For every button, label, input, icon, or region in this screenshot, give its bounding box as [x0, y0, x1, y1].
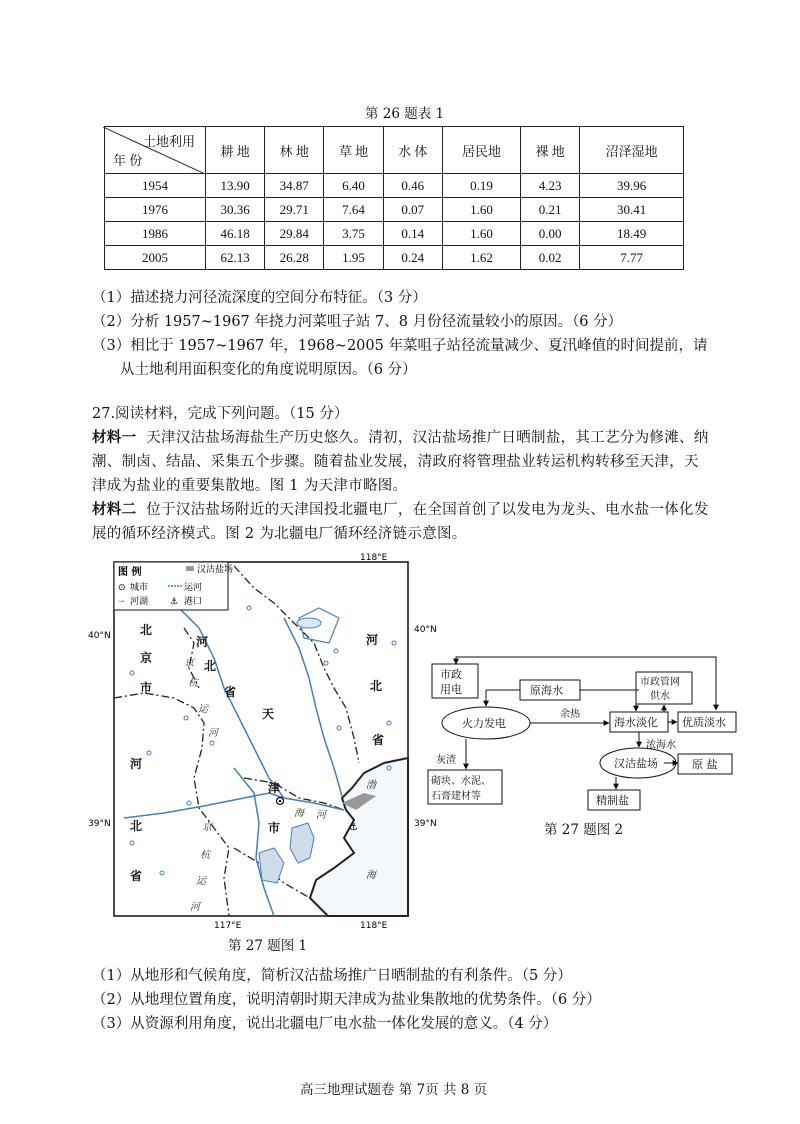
table-header-cell: 裸 地: [521, 127, 580, 174]
q27-title: 27.阅读材料，完成下列问题。（15 分）: [92, 406, 349, 422]
svg-text:省: 省: [130, 869, 143, 883]
corner-top-label: 土地利用: [142, 134, 195, 149]
svg-text:原 盐: 原 盐: [692, 758, 718, 771]
material-2-text: 位于汉沽盐场附近的天津国投北疆电厂，在全国首创了以发电为龙头、电水盐一体化发展的循环经济模式。图 2 为北疆电厂循环经济链示意图。: [92, 502, 709, 542]
table-cell: 62.13: [206, 246, 265, 270]
tianjin-map: [84, 548, 444, 948]
legend-saltfield-label: 汉沽盐场: [197, 565, 234, 575]
material-1-text: 天津汉沽盐场海盐生产历史悠久。清初，汉沽盐场推广日晒制盐，其工艺分为修滩、纳潮、制卤、结晶、采集五个步骤。随着盐业发展，清政府将管理盐业转运机构转移至天津，天津成为盐业的重要集散地。图 1 为天津市略图。: [92, 430, 709, 494]
table-cell: 3.75: [324, 222, 383, 246]
label-canal-n: 京: [184, 658, 194, 669]
table-cell: 1954: [105, 174, 206, 198]
lat-39-right: 39°N: [414, 819, 437, 829]
q27-item-1: （1）从地形和气候角度，简析汉沽盐场推广日晒制盐的有利条件。（5 分）: [92, 968, 572, 984]
label-bohai: 渤: [366, 780, 376, 791]
svg-text:海水淡化: 海水淡化: [614, 716, 658, 729]
svg-text:火力发电: 火力发电: [462, 717, 506, 730]
table-header-cell: 林 地: [265, 127, 324, 174]
table-cell: 26.28: [265, 246, 324, 270]
table-cell: 7.77: [580, 246, 684, 270]
table-header-cell: 居民地: [442, 127, 520, 174]
svg-text:运: 运: [196, 876, 206, 887]
svg-text:杭: 杭: [200, 850, 210, 861]
label-haihe: 海: [294, 808, 304, 819]
table-header-cell: 草 地: [324, 127, 383, 174]
svg-text:市: 市: [268, 821, 281, 835]
table-cell: 1976: [105, 198, 206, 222]
label-hebei-n: 河: [196, 635, 209, 649]
svg-text:省: 省: [372, 733, 385, 747]
material-1-label: 材料一: [92, 430, 137, 446]
table-header-cell: 水 体: [383, 127, 442, 174]
svg-text:北: 北: [130, 819, 143, 833]
legend-canal-label: 运河: [184, 583, 203, 593]
legend-city-icon: ⊙: [118, 583, 126, 593]
lake: [297, 618, 321, 628]
material-2-label: 材料二: [92, 502, 137, 518]
table-cell: 18.49: [580, 222, 684, 246]
svg-text:杭: 杭: [188, 678, 198, 689]
lat-39-left: 39°N: [88, 819, 111, 829]
table-row: [105, 174, 684, 198]
svg-text:运: 运: [198, 704, 208, 715]
label-brine: 浓海水: [646, 740, 676, 751]
lat-40-right: 40°N: [414, 625, 437, 635]
svg-text:优质淡水: 优质淡水: [682, 716, 726, 729]
svg-text:汉沽盐场: 汉沽盐场: [614, 757, 658, 770]
svg-text:石膏建材等: 石膏建材等: [431, 791, 481, 802]
label-tianjin: 天: [262, 707, 275, 721]
table-header-cell: 耕 地: [206, 127, 265, 174]
table-cell: 1986: [105, 222, 206, 246]
legend-lake-icon: ∽: [118, 597, 126, 607]
q26-item-3-cont: 从土地利用面积变化的角度说明原因。（6 分）: [120, 362, 417, 378]
svg-text:河: 河: [190, 902, 200, 913]
circular-economy-diagram: [420, 650, 740, 820]
svg-text:市: 市: [140, 681, 153, 695]
q26-item-2: （2）分析 1957~1967 年挠力河菜咀子站 7、8 月份径流量较小的原因。（6 分）: [92, 314, 623, 330]
svg-text:精制盐: 精制盐: [596, 794, 629, 807]
label-beijing: 北: [140, 623, 153, 637]
svg-text:河: 河: [316, 810, 326, 821]
legend-lake-label: 河湖: [130, 597, 149, 607]
svg-text:供水: 供水: [650, 691, 670, 702]
q27-item-3: （3）从资源利用角度，说出北疆电厂电水盐一体化发展的意义。（4 分）: [92, 1016, 558, 1032]
label-canal-s: 京: [202, 822, 212, 833]
table-caption: 第 26 题表 1: [365, 106, 445, 122]
svg-text:海: 海: [366, 870, 376, 881]
land-use-table: [104, 126, 684, 270]
svg-text:原海水: 原海水: [530, 684, 563, 697]
svg-text:市政: 市政: [440, 668, 462, 681]
label-hebei-ne: 河: [366, 633, 379, 647]
q27-material-1: [92, 426, 712, 498]
svg-text:北: 北: [370, 679, 383, 693]
label-ash: 灰渣: [436, 755, 456, 766]
svg-text:北: 北: [204, 659, 217, 673]
table-cell: 7.64: [324, 198, 383, 222]
svg-text:用电: 用电: [440, 683, 462, 696]
lon-top: 118°E: [360, 553, 388, 563]
table-cell: 0.24: [383, 246, 442, 270]
table-cell: 29.71: [265, 198, 324, 222]
lat-40-left: 40°N: [88, 631, 111, 641]
port-icon: ⚓: [349, 822, 358, 833]
table-cell: 0.46: [383, 174, 442, 198]
table-cell: 0.07: [383, 198, 442, 222]
legend-port-icon: ⚓: [170, 597, 179, 607]
svg-text:省: 省: [224, 685, 237, 699]
map-caption: 第 27 题图 1: [228, 938, 308, 954]
svg-text:河: 河: [208, 728, 218, 739]
table-cell: 0.02: [521, 246, 580, 270]
table-corner-cell: [105, 127, 206, 174]
label-waste-heat: 余热: [560, 709, 580, 720]
table-cell: 1.60: [442, 222, 520, 246]
svg-text:市政管网: 市政管网: [640, 677, 680, 688]
table-cell: 2005: [105, 246, 206, 270]
svg-text:砌块、水泥、: 砌块、水泥、: [431, 776, 491, 787]
q26-item-1: （1）描述挠力河径流深度的空间分布特征。（3 分）: [92, 290, 427, 306]
table-cell: 13.90: [206, 174, 265, 198]
diagram-caption: 第 27 题图 2: [544, 822, 624, 838]
q26-item-3: （3）相比于 1957~1967 年，1968~2005 年菜咀子站径流量减少、夏汛峰值的时间提前，请: [92, 338, 708, 354]
table-cell: 0.21: [521, 198, 580, 222]
table-row: [105, 246, 684, 270]
legend-title: 图 例: [118, 567, 142, 578]
legend-city-label: 城市: [130, 583, 149, 593]
table-cell: 1.60: [442, 198, 520, 222]
table-cell: 30.41: [580, 198, 684, 222]
label-hebei-sw: 河: [130, 757, 143, 771]
table-header-cell: 沼泽湿地: [580, 127, 684, 174]
table-cell: 0.00: [521, 222, 580, 246]
svg-text:津: 津: [268, 781, 281, 795]
q27-material-2: [92, 498, 712, 546]
table-header-row: [105, 127, 684, 174]
lon-bottom-1: 117°E: [214, 921, 242, 931]
table-cell: 30.36: [206, 198, 265, 222]
table-cell: 0.19: [442, 174, 520, 198]
svg-text:京: 京: [140, 651, 153, 665]
page-footer: 高三地理试题卷 第 7页 共 8 页: [300, 1082, 488, 1098]
table-cell: 1.95: [324, 246, 383, 270]
lon-bottom-2: 118°E: [360, 921, 388, 931]
table-row: [105, 198, 684, 222]
table-cell: 6.40: [324, 174, 383, 198]
legend-port-label: 港口: [184, 597, 203, 607]
q27-item-2: （2）从地理位置角度，说明清朝时期天津成为盐业集散地的优势条件。（6 分）: [92, 992, 601, 1008]
table-cell: 46.18: [206, 222, 265, 246]
table-cell: 0.14: [383, 222, 442, 246]
corner-bottom-label: 年 份: [113, 153, 143, 168]
table-cell: 4.23: [521, 174, 580, 198]
table-cell: 34.87: [265, 174, 324, 198]
table-cell: 29.84: [265, 222, 324, 246]
table-cell: 39.96: [580, 174, 684, 198]
table-cell: 1.62: [442, 246, 520, 270]
table-row: [105, 222, 684, 246]
